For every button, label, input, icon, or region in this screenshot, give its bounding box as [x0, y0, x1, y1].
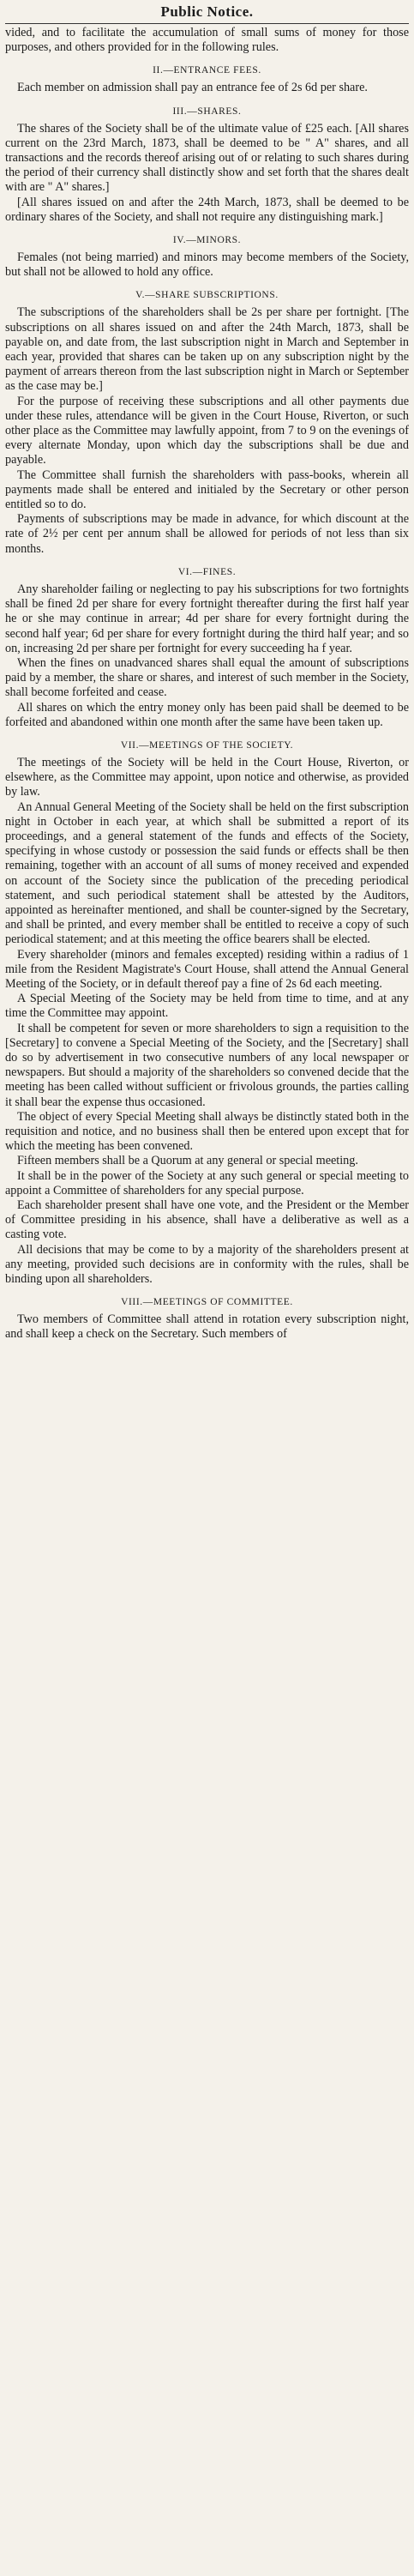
notice-section: [5, 567, 409, 730]
notice-section: [5, 290, 409, 556]
notice-section: [5, 235, 409, 280]
section-heading: VII.—MEETINGS OF THE SOCIETY.: [120, 739, 294, 751]
notice-section: [5, 740, 409, 1287]
section-paragraph: Two members of Committee shall attend in rotation every subscription night, and shall keep a check on the Secretary. Such members of: [5, 1312, 409, 1342]
section-paragraph: Any shareholder failing or neglecting to pay his subscriptions for two fortnights shall be fined 2d per share for every fortnight thereafter during the first half year he or she may continue in arrear; 4d per share for every fortnight during the second half year; 6d per share for every fortnight during the third half year; and so on, increasing 2d per share per fortnight for every succeeding ha f year.: [5, 582, 409, 655]
section-paragraph: All decisions that may be come to by a majority of the shareholders present at any meeting, provided such decisions are in conformity with the rules, shall be binding upon all shareholders.: [5, 1242, 409, 1287]
section-paragraph: The object of every Special Meeting shall always be distinctly stated both in the requisition and notice, and no business shall then be entered upon except that for which the meeting has been convened.: [5, 1109, 409, 1154]
section-heading: VIII.—MEETINGS OF COMMITTEE.: [121, 1297, 293, 1308]
section-paragraph: It shall be competent for seven or more shareholders to sign a requisition to the [Secretary] to convene a Special Meeting of the Society, and the [Secretary] shall do so by advertisement in two consecutive numbers of any local newspaper or newspapers. But should a majority of the shareholders so convened decide that the meeting has been called without sufficient or frivolous grounds, the parties calling it shall bear the expense thus occasioned.: [5, 1021, 409, 1109]
section-paragraph: The shares of the Society shall be of the ultimate value of £25 each. [All shares current on the 23rd March, 1873, shall be deemed to be " A" shares, and all transactions and the records thereof arising out of or relating to such shares during the period of their currency shall distinctly show and set forth that the shares dealt with are " A" shares.]: [5, 121, 409, 195]
section-heading: VI.—FINES.: [177, 566, 237, 577]
section-paragraph: vided, and to facilitate the accumulation of small sums of money for those purposes, and others provided for in the following rules.: [5, 26, 409, 55]
section-heading: IV.—MINORS.: [172, 235, 242, 246]
notice-section: [5, 26, 409, 55]
section-paragraph: It shall be in the power of the Society at any such general or special meeting to appoint a Committee of shareholders for any special purpose.: [5, 1168, 409, 1198]
section-heading: V.—SHARE SUBSCRIPTIONS.: [135, 290, 279, 301]
notice-section: [5, 1297, 409, 1342]
section-paragraph: For the purpose of receiving these subscriptions and all other payments due under these rules, attendance will be given in the Court House, Riverton, or such other place as the Committee may lawfully appoint, from 7 to 9 on the evenings of every alternate Monday, upon which day the subscriptions shall be due and payable.: [5, 394, 409, 468]
notice-masthead: Public Notice.: [5, 0, 409, 24]
section-heading: III.—SHARES.: [172, 106, 242, 117]
section-paragraph: Each member on admission shall pay an entrance fee of 2s 6d per share.: [17, 81, 368, 95]
notice-section: [5, 106, 409, 225]
section-paragraph: The Committee shall furnish the shareholders with pass-books, wherein all payments made shall be entered and initialed by the Secretary or other person entitled so to do.: [5, 468, 409, 512]
section-heading: II.—ENTRANCE FEES.: [153, 65, 261, 76]
section-paragraph: All shares on which the entry money only has been paid shall be deemed to be forfeited and abandoned within one month after the same have been taken up.: [5, 700, 409, 729]
section-paragraph: When the fines on unadvanced shares shall equal the amount of subscriptions paid by a member, the share or shares, and interest of such member in the Society, shall become forfeited and cease.: [5, 655, 409, 700]
section-paragraph: A Special Meeting of the Society may be held from time to time, and at any time the Committee may appoint.: [5, 992, 409, 1021]
section-paragraph: Every shareholder (minors and females excepted) residing within a radius of 1 mile from the Resident Magistrate's Court House, shall attend the Annual General Meeting of the Society, or in default thereof pay a fine of 2s 6d each meeting.: [5, 947, 409, 991]
section-paragraph: An Annual General Meeting of the Society shall be held on the first subscription night in October in each year, at which shall be submitted a report of its proceedings, and a general statement of the funds and effects of the Society, specifying in whose custody or possession the said funds or effects shall be then remaining, together with an account of all sums of money received and expended on account of the Society since the publication of the preceding periodical statement, and such periodical statement shall be attested by the Auditors, appointed as hereinafter mentioned, and shall be counter-signed by the Secretary, and shall be printed, and every member shall be entitled to receive a copy of such periodical statement; and at this meeting the office bearers shall be elected.: [5, 799, 409, 947]
section-paragraph: Fifteen members shall be a Quorum at any general or special meeting.: [17, 1154, 358, 1168]
section-paragraph: The meetings of the Society will be held in the Court House, Riverton, or elsewhere, as the Committee may appoint, upon notice and otherwise, as provided by law.: [5, 755, 409, 799]
section-paragraph: Females (not being married) and minors may become members of the Society, but shall not be allowed to hold any office.: [5, 250, 409, 280]
section-paragraph: Payments of subscriptions may be made in advance, for which discount at the rate of 2½ per cent per annum shall be allowed for periods of not less than six months.: [5, 512, 409, 556]
section-paragraph: Each shareholder present shall have one vote, and the President or the Member of Committee presiding in his absence, shall have a deliberative as well as a casting vote.: [5, 1198, 409, 1242]
section-paragraph: The subscriptions of the shareholders shall be 2s per share per fortnight. [The subscriptions on all shares issued on and after the 24th March, 1873, shall be payable on, and date from, the last subscription night in March and September in each year, provided that shares can be taken up on any subscription night by the payment of arrears thereon from the last subscription night in March or September as the case may be.]: [5, 305, 409, 394]
notice-section: [5, 65, 409, 95]
notice-body: [5, 26, 409, 1342]
section-paragraph: [All shares issued on and after the 24th March, 1873, shall be deemed to be ordinary shares of the Society, and shall not require any distinguishing mark.]: [5, 195, 409, 224]
